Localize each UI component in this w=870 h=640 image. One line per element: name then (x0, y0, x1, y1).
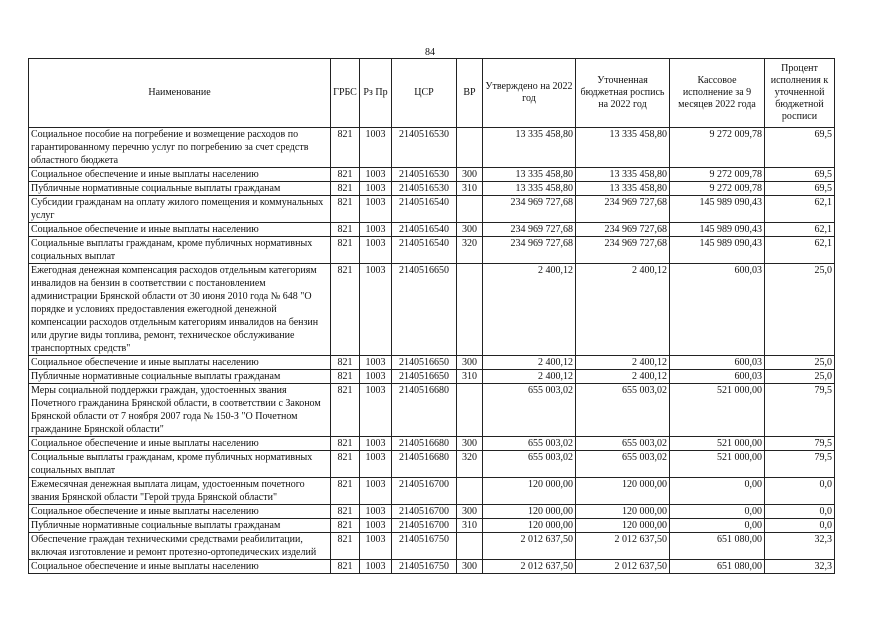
row-percent-cell: 32,3 (765, 560, 835, 574)
row-vr-cell (457, 196, 483, 223)
table-row (29, 505, 835, 519)
row-csr-cell: 2140516530 (392, 168, 457, 182)
row-vr-cell (457, 264, 483, 356)
row-approved-cell: 655 003,02 (483, 437, 576, 451)
row-specified-cell: 120 000,00 (576, 505, 670, 519)
row-name-cell: Социальное обеспечение и иные выплаты населению (29, 505, 331, 519)
row-approved-cell: 2 400,12 (483, 370, 576, 384)
table-row (29, 223, 835, 237)
row-percent-cell: 32,3 (765, 533, 835, 560)
row-rzpr-cell: 1003 (360, 478, 392, 505)
row-name-cell: Социальное обеспечение и иные выплаты населению (29, 168, 331, 182)
row-grbs-cell: 821 (331, 437, 360, 451)
row-csr-cell: 2140516700 (392, 505, 457, 519)
row-approved-cell: 120 000,00 (483, 519, 576, 533)
row-name-cell: Социальные выплаты гражданам, кроме публичных нормативных социальных выплат (29, 237, 331, 264)
row-approved-cell: 13 335 458,80 (483, 168, 576, 182)
header-grbs: ГРБС (331, 59, 360, 128)
row-grbs-cell: 821 (331, 356, 360, 370)
budget-table (28, 58, 835, 574)
row-specified-cell: 13 335 458,80 (576, 182, 670, 196)
row-vr-cell: 310 (457, 519, 483, 533)
row-name-cell: Ежемесячная денежная выплата лицам, удостоенным почетного звания Брянской области "Герой труда Брянской области" (29, 478, 331, 505)
row-rzpr-cell: 1003 (360, 533, 392, 560)
row-percent-cell: 62,1 (765, 237, 835, 264)
row-rzpr-cell: 1003 (360, 237, 392, 264)
header-csr: ЦСР (392, 59, 457, 128)
row-vr-cell: 310 (457, 182, 483, 196)
row-grbs-cell: 821 (331, 128, 360, 168)
table-row (29, 384, 835, 437)
table-row (29, 237, 835, 264)
row-percent-cell: 69,5 (765, 128, 835, 168)
row-specified-cell: 2 400,12 (576, 370, 670, 384)
row-cash-cell: 9 272 009,78 (670, 182, 765, 196)
row-csr-cell: 2140516750 (392, 560, 457, 574)
row-specified-cell: 120 000,00 (576, 519, 670, 533)
row-percent-cell: 79,5 (765, 384, 835, 437)
row-vr-cell: 300 (457, 437, 483, 451)
row-grbs-cell: 821 (331, 560, 360, 574)
table-row (29, 560, 835, 574)
row-vr-cell: 300 (457, 356, 483, 370)
row-cash-cell: 521 000,00 (670, 384, 765, 437)
table-body (29, 128, 835, 574)
row-specified-cell: 2 012 637,50 (576, 560, 670, 574)
row-specified-cell: 655 003,02 (576, 437, 670, 451)
row-percent-cell: 69,5 (765, 182, 835, 196)
row-vr-cell (457, 384, 483, 437)
row-cash-cell: 145 989 090,43 (670, 196, 765, 223)
row-specified-cell: 2 012 637,50 (576, 533, 670, 560)
table-row (29, 478, 835, 505)
row-csr-cell: 2140516650 (392, 370, 457, 384)
row-vr-cell: 320 (457, 451, 483, 478)
row-percent-cell: 69,5 (765, 168, 835, 182)
row-specified-cell: 13 335 458,80 (576, 168, 670, 182)
row-specified-cell: 234 969 727,68 (576, 237, 670, 264)
row-specified-cell: 655 003,02 (576, 451, 670, 478)
header-cash: Кассовое исполнение за 9 месяцев 2022 года (670, 59, 765, 128)
row-percent-cell: 25,0 (765, 264, 835, 356)
row-percent-cell: 0,0 (765, 505, 835, 519)
row-specified-cell: 120 000,00 (576, 478, 670, 505)
row-percent-cell: 79,5 (765, 451, 835, 478)
table-header-row (29, 59, 835, 128)
row-vr-cell: 310 (457, 370, 483, 384)
row-cash-cell: 9 272 009,78 (670, 128, 765, 168)
header-name: Наименование (29, 59, 331, 128)
row-rzpr-cell: 1003 (360, 519, 392, 533)
row-vr-cell: 300 (457, 223, 483, 237)
table-row (29, 168, 835, 182)
row-rzpr-cell: 1003 (360, 384, 392, 437)
row-specified-cell: 2 400,12 (576, 264, 670, 356)
row-csr-cell: 2140516700 (392, 519, 457, 533)
row-rzpr-cell: 1003 (360, 451, 392, 478)
row-csr-cell: 2140516540 (392, 223, 457, 237)
row-grbs-cell: 821 (331, 533, 360, 560)
row-percent-cell: 0,0 (765, 478, 835, 505)
row-percent-cell: 62,1 (765, 196, 835, 223)
row-percent-cell: 25,0 (765, 356, 835, 370)
row-vr-cell (457, 478, 483, 505)
table-row (29, 182, 835, 196)
row-specified-cell: 234 969 727,68 (576, 223, 670, 237)
row-name-cell: Социальное обеспечение и иные выплаты населению (29, 560, 331, 574)
row-percent-cell: 25,0 (765, 370, 835, 384)
row-grbs-cell: 821 (331, 370, 360, 384)
row-approved-cell: 2 012 637,50 (483, 533, 576, 560)
table-row (29, 437, 835, 451)
row-rzpr-cell: 1003 (360, 264, 392, 356)
row-approved-cell: 13 335 458,80 (483, 128, 576, 168)
row-name-cell: Субсидии гражданам на оплату жилого помещения и коммунальных услуг (29, 196, 331, 223)
row-approved-cell: 234 969 727,68 (483, 196, 576, 223)
row-cash-cell: 145 989 090,43 (670, 223, 765, 237)
row-approved-cell: 234 969 727,68 (483, 237, 576, 264)
row-specified-cell: 13 335 458,80 (576, 128, 670, 168)
header-percent: Процент исполнения к уточненной бюджетной росписи (765, 59, 835, 128)
row-csr-cell: 2140516680 (392, 384, 457, 437)
row-specified-cell: 655 003,02 (576, 384, 670, 437)
row-grbs-cell: 821 (331, 223, 360, 237)
row-grbs-cell: 821 (331, 505, 360, 519)
row-grbs-cell: 821 (331, 264, 360, 356)
row-csr-cell: 2140516530 (392, 128, 457, 168)
row-cash-cell: 9 272 009,78 (670, 168, 765, 182)
row-name-cell: Ежегодная денежная компенсация расходов отдельным категориям инвалидов на бензин в соответствии с постановлением администрации Брянской области от 30 июня 2010 года № 648 "О порядке и условиях предоставления ежегодной денежной компенсации расходов отдельным категориям инвалидов на бензин или другие виды топлива, ремонт, техническое обслуживание транспортных средств" (29, 264, 331, 356)
table-row (29, 533, 835, 560)
table-row (29, 356, 835, 370)
row-vr-cell: 300 (457, 168, 483, 182)
row-csr-cell: 2140516680 (392, 437, 457, 451)
row-percent-cell: 62,1 (765, 223, 835, 237)
row-percent-cell: 0,0 (765, 519, 835, 533)
row-vr-cell: 300 (457, 505, 483, 519)
row-cash-cell: 521 000,00 (670, 437, 765, 451)
row-cash-cell: 521 000,00 (670, 451, 765, 478)
row-rzpr-cell: 1003 (360, 182, 392, 196)
row-rzpr-cell: 1003 (360, 437, 392, 451)
row-name-cell: Меры социальной поддержки граждан, удостоенных звания Почетного гражданина Брянской области, в соответствии с Законом Брянской области от 7 ноября 2007 года № 150-З "О Почетном гражданине Брянской области" (29, 384, 331, 437)
header-vr: ВР (457, 59, 483, 128)
table-row (29, 196, 835, 223)
row-grbs-cell: 821 (331, 182, 360, 196)
row-cash-cell: 600,03 (670, 264, 765, 356)
row-grbs-cell: 821 (331, 384, 360, 437)
row-grbs-cell: 821 (331, 451, 360, 478)
row-specified-cell: 2 400,12 (576, 356, 670, 370)
row-rzpr-cell: 1003 (360, 128, 392, 168)
row-rzpr-cell: 1003 (360, 196, 392, 223)
row-name-cell: Социальное обеспечение и иные выплаты населению (29, 437, 331, 451)
table-row (29, 128, 835, 168)
row-csr-cell: 2140516750 (392, 533, 457, 560)
row-approved-cell: 120 000,00 (483, 478, 576, 505)
row-vr-cell: 300 (457, 560, 483, 574)
row-cash-cell: 0,00 (670, 519, 765, 533)
row-rzpr-cell: 1003 (360, 168, 392, 182)
row-name-cell: Социальное обеспечение и иные выплаты населению (29, 223, 331, 237)
row-csr-cell: 2140516540 (392, 237, 457, 264)
table-row (29, 519, 835, 533)
row-cash-cell: 0,00 (670, 478, 765, 505)
row-rzpr-cell: 1003 (360, 505, 392, 519)
row-name-cell: Социальное пособие на погребение и возмещение расходов по гарантированному перечню услуг по погребению за счет средств областного бюджета (29, 128, 331, 168)
row-percent-cell: 79,5 (765, 437, 835, 451)
row-name-cell: Публичные нормативные социальные выплаты гражданам (29, 370, 331, 384)
row-csr-cell: 2140516650 (392, 356, 457, 370)
row-csr-cell: 2140516540 (392, 196, 457, 223)
table-row (29, 451, 835, 478)
row-grbs-cell: 821 (331, 478, 360, 505)
row-approved-cell: 234 969 727,68 (483, 223, 576, 237)
row-specified-cell: 234 969 727,68 (576, 196, 670, 223)
row-cash-cell: 600,03 (670, 356, 765, 370)
row-vr-cell: 320 (457, 237, 483, 264)
row-name-cell: Социальное обеспечение и иные выплаты населению (29, 356, 331, 370)
row-approved-cell: 120 000,00 (483, 505, 576, 519)
table-row (29, 264, 835, 356)
row-name-cell: Публичные нормативные социальные выплаты гражданам (29, 182, 331, 196)
row-approved-cell: 2 012 637,50 (483, 560, 576, 574)
row-cash-cell: 651 080,00 (670, 533, 765, 560)
row-cash-cell: 145 989 090,43 (670, 237, 765, 264)
row-cash-cell: 651 080,00 (670, 560, 765, 574)
row-csr-cell: 2140516650 (392, 264, 457, 356)
table-row (29, 370, 835, 384)
row-approved-cell: 2 400,12 (483, 264, 576, 356)
row-rzpr-cell: 1003 (360, 223, 392, 237)
header-specified: Уточненная бюджетная роспись на 2022 год (576, 59, 670, 128)
row-rzpr-cell: 1003 (360, 356, 392, 370)
row-csr-cell: 2140516530 (392, 182, 457, 196)
row-approved-cell: 2 400,12 (483, 356, 576, 370)
row-name-cell: Обеспечение граждан техническими средствами реабилитации, включая изготовление и ремонт протезно-ортопедических изделий (29, 533, 331, 560)
row-csr-cell: 2140516680 (392, 451, 457, 478)
row-vr-cell (457, 128, 483, 168)
row-name-cell: Публичные нормативные социальные выплаты гражданам (29, 519, 331, 533)
header-rzpr: Рз Пр (360, 59, 392, 128)
row-approved-cell: 655 003,02 (483, 451, 576, 478)
row-rzpr-cell: 1003 (360, 560, 392, 574)
row-rzpr-cell: 1003 (360, 370, 392, 384)
row-grbs-cell: 821 (331, 168, 360, 182)
row-name-cell: Социальные выплаты гражданам, кроме публичных нормативных социальных выплат (29, 451, 331, 478)
header-approved: Утверждено на 2022 год (483, 59, 576, 128)
row-csr-cell: 2140516700 (392, 478, 457, 505)
row-grbs-cell: 821 (331, 237, 360, 264)
row-approved-cell: 655 003,02 (483, 384, 576, 437)
row-grbs-cell: 821 (331, 196, 360, 223)
row-cash-cell: 600,03 (670, 370, 765, 384)
row-vr-cell (457, 533, 483, 560)
page-number: 84 (425, 47, 435, 58)
row-grbs-cell: 821 (331, 519, 360, 533)
row-approved-cell: 13 335 458,80 (483, 182, 576, 196)
row-cash-cell: 0,00 (670, 505, 765, 519)
